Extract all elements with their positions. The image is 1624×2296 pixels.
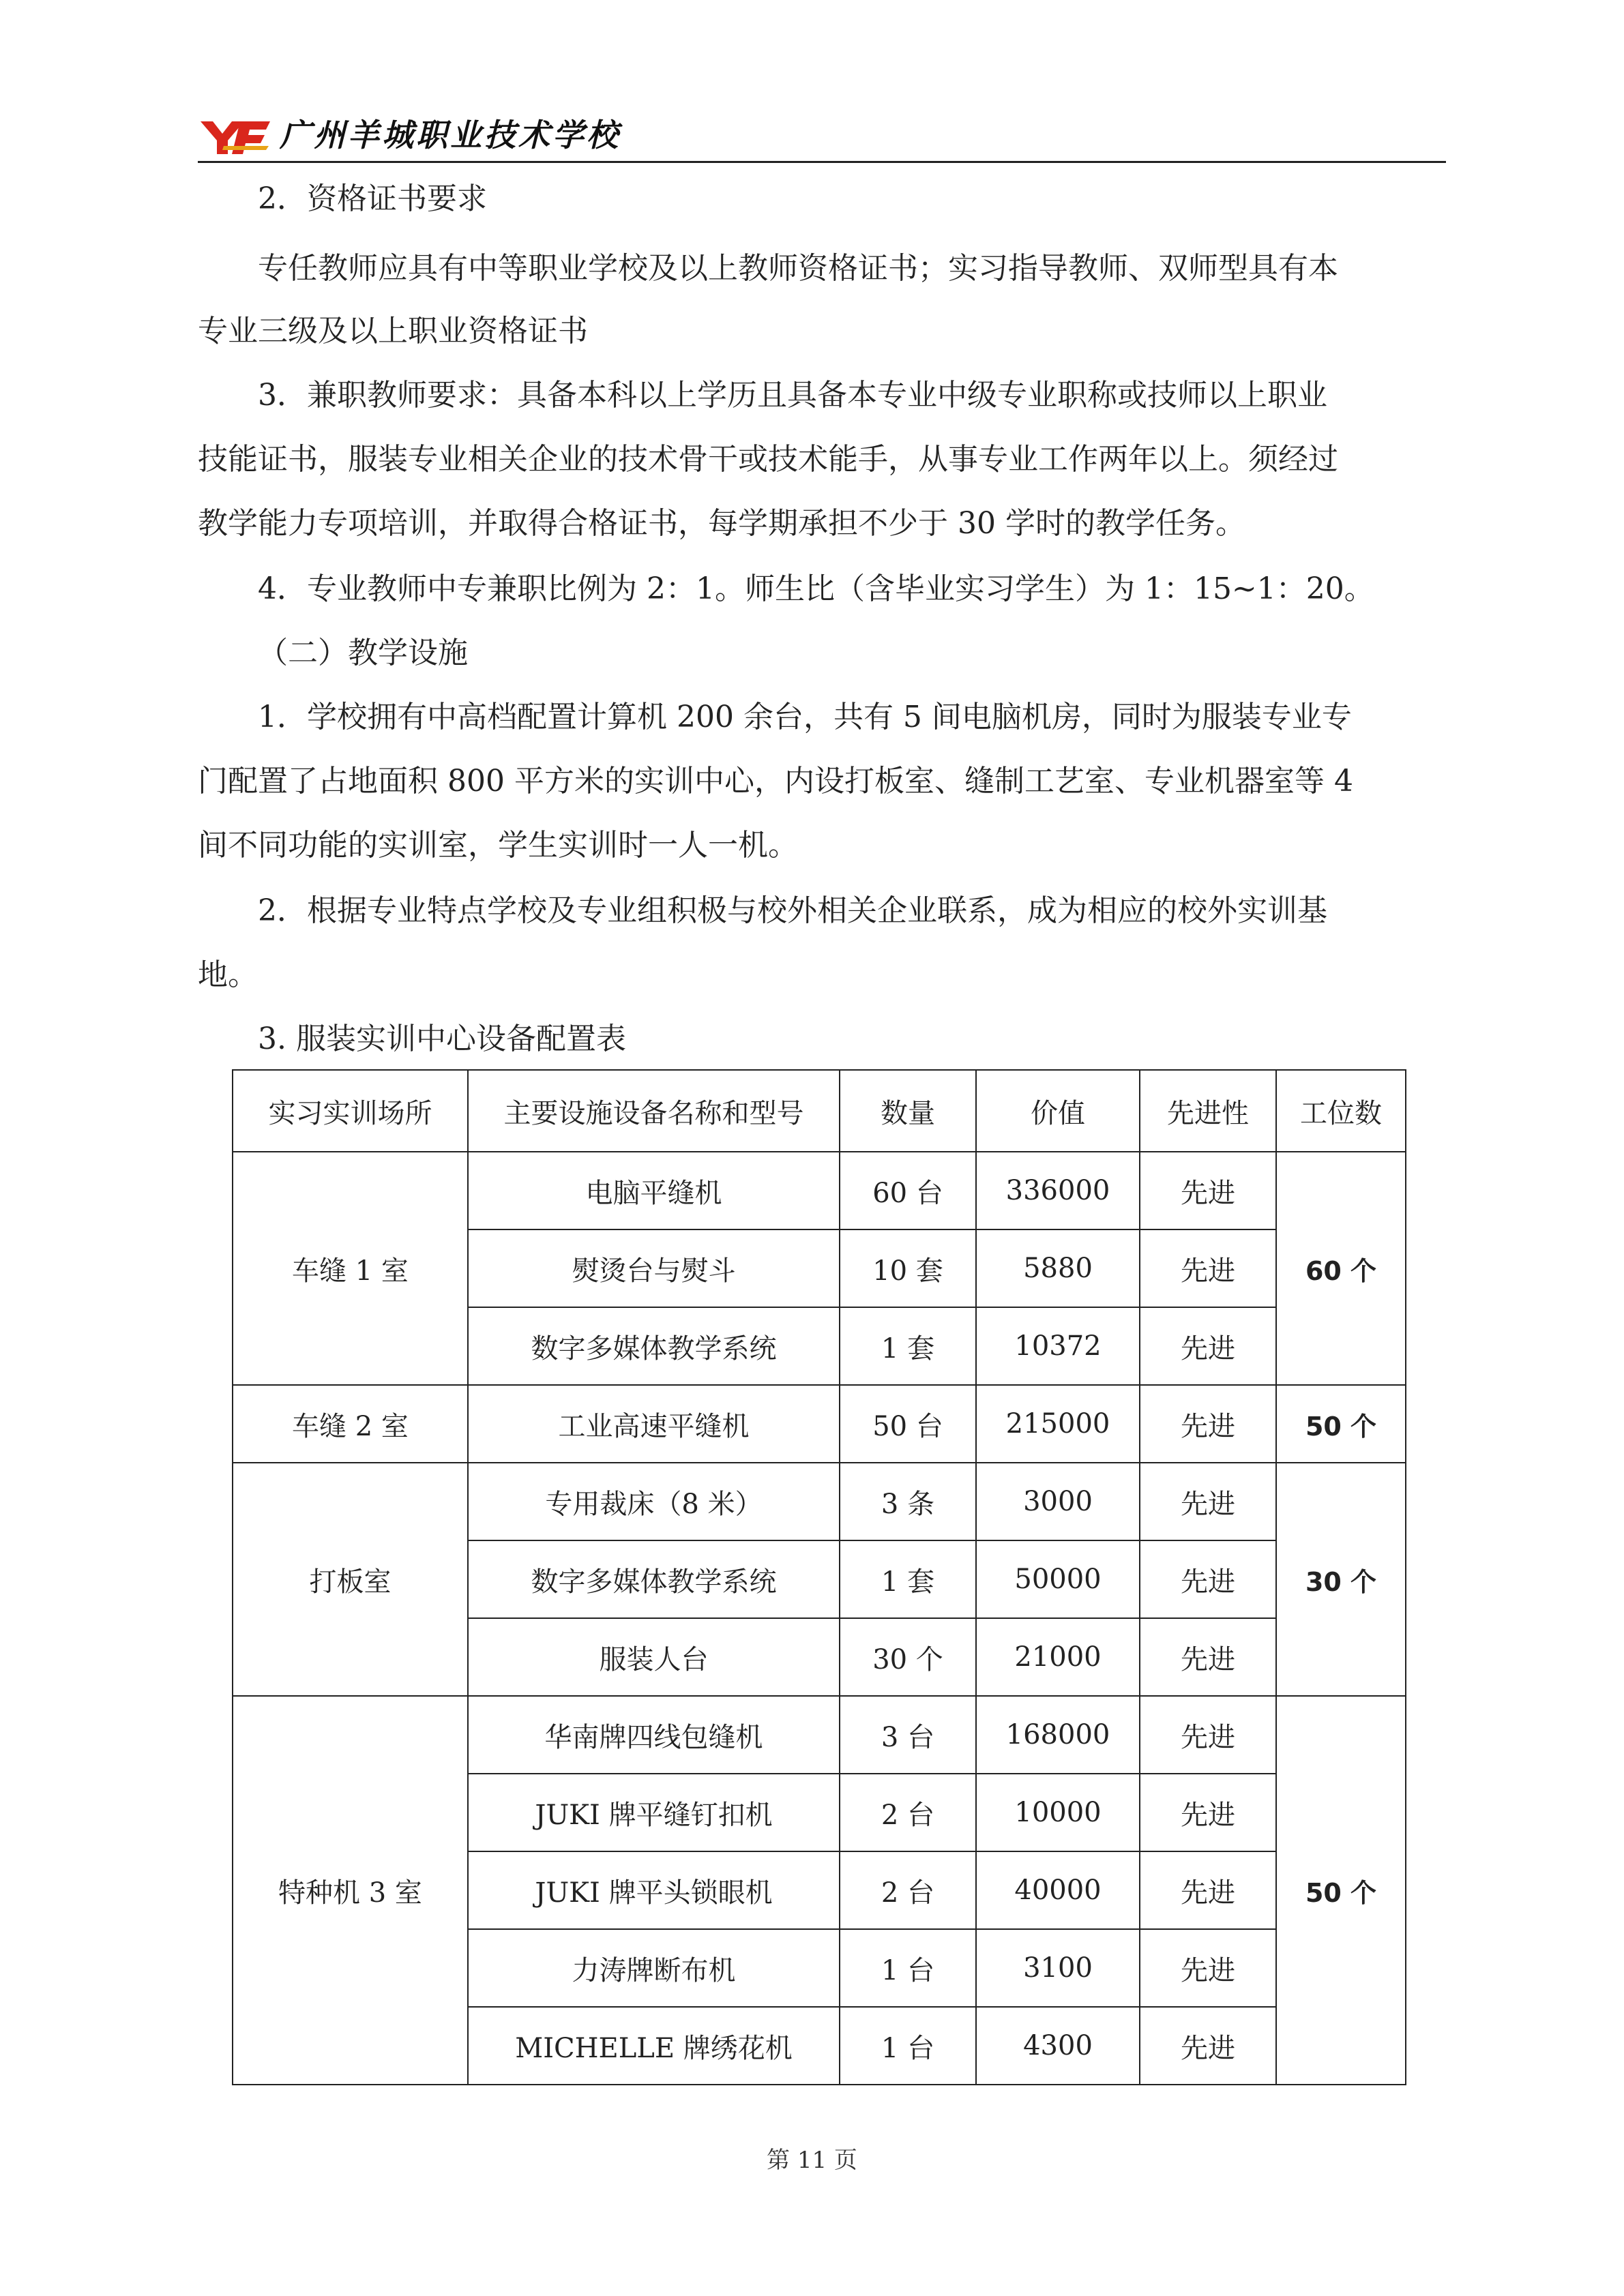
place-cell: 打板室 bbox=[233, 1463, 468, 1696]
column-header: 实习实训场所 bbox=[233, 1070, 468, 1152]
school-logo-icon bbox=[198, 116, 273, 157]
value-cell: 50000 bbox=[976, 1540, 1140, 1618]
quantity-cell: 2 台 bbox=[840, 1851, 976, 1929]
advanced-cell: 先进 bbox=[1140, 1463, 1276, 1540]
advanced-cell: 先进 bbox=[1140, 1618, 1276, 1696]
table-row bbox=[233, 1385, 1406, 1463]
paragraph-line: 专业三级及以上职业资格证书 bbox=[198, 314, 588, 348]
paragraph-line: 3．兼职教师要求：具备本科以上学历且具备本专业中级专业职称或技师以上职业 bbox=[258, 378, 1327, 413]
section-heading-certificates: 2．资格证书要求 bbox=[258, 181, 487, 216]
equipment-name-cell: JUKI 牌平缝钉扣机 bbox=[468, 1774, 840, 1851]
table-row bbox=[233, 1696, 1406, 1774]
value-cell: 21000 bbox=[976, 1618, 1140, 1696]
paragraph-line: 2．根据专业特点学校及专业组积极与校外相关企业联系，成为相应的校外实训基 bbox=[258, 893, 1327, 928]
table-header-row bbox=[233, 1070, 1406, 1152]
advanced-cell: 先进 bbox=[1140, 1929, 1276, 2007]
equipment-name-cell: 数字多媒体教学系统 bbox=[468, 1540, 840, 1618]
paragraph-line: 间不同功能的实训室，学生实训时一人一机。 bbox=[198, 828, 798, 863]
advanced-cell: 先进 bbox=[1140, 1540, 1276, 1618]
column-header: 主要设施设备名称和型号 bbox=[468, 1070, 840, 1152]
quantity-cell: 30 个 bbox=[840, 1618, 976, 1696]
equipment-name-cell: JUKI 牌平头锁眼机 bbox=[468, 1851, 840, 1929]
paragraph-line: 专任教师应具有中等职业学校及以上教师资格证书；实习指导教师、双师型具有本 bbox=[258, 251, 1338, 286]
quantity-cell: 1 台 bbox=[840, 2007, 976, 2085]
quantity-cell: 1 套 bbox=[840, 1307, 976, 1385]
quantity-cell: 1 台 bbox=[840, 1929, 976, 2007]
header-divider bbox=[198, 161, 1446, 163]
equipment-name-cell: 华南牌四线包缝机 bbox=[468, 1696, 840, 1774]
quantity-cell: 10 套 bbox=[840, 1229, 976, 1307]
school-name: 广州羊城职业技术学校 bbox=[280, 117, 621, 153]
table-row bbox=[233, 1152, 1406, 1229]
equipment-name-cell: 专用裁床（8 米） bbox=[468, 1463, 840, 1540]
table-caption: 3. 服装实训中心设备配置表 bbox=[258, 1022, 626, 1056]
table-row bbox=[233, 1463, 1406, 1540]
value-cell: 336000 bbox=[976, 1152, 1140, 1229]
stations-cell: 60 个 bbox=[1276, 1152, 1406, 1385]
section-heading-facilities: （二）教学设施 bbox=[258, 636, 468, 670]
paragraph-line: 技能证书，服装专业相关企业的技术骨干或技术能手，从事专业工作两年以上。须经过 bbox=[198, 442, 1338, 477]
advanced-cell: 先进 bbox=[1140, 2007, 1276, 2085]
stations-cell: 30 个 bbox=[1276, 1463, 1406, 1696]
advanced-cell: 先进 bbox=[1140, 1385, 1276, 1463]
advanced-cell: 先进 bbox=[1140, 1696, 1276, 1774]
value-cell: 40000 bbox=[976, 1851, 1140, 1929]
equipment-name-cell: 工业高速平缝机 bbox=[468, 1385, 840, 1463]
equipment-name-cell: 电脑平缝机 bbox=[468, 1152, 840, 1229]
quantity-cell: 3 条 bbox=[840, 1463, 976, 1540]
value-cell: 168000 bbox=[976, 1696, 1140, 1774]
place-cell: 特种机 3 室 bbox=[233, 1696, 468, 2085]
value-cell: 4300 bbox=[976, 2007, 1140, 2085]
equipment-name-cell: 数字多媒体教学系统 bbox=[468, 1307, 840, 1385]
advanced-cell: 先进 bbox=[1140, 1307, 1276, 1385]
paragraph-line: 地。 bbox=[198, 957, 258, 992]
page-number: 第 11 页 bbox=[767, 2147, 857, 2174]
advanced-cell: 先进 bbox=[1140, 1229, 1276, 1307]
value-cell: 3100 bbox=[976, 1929, 1140, 2007]
page-header bbox=[198, 108, 1446, 162]
advanced-cell: 先进 bbox=[1140, 1152, 1276, 1229]
paragraph-line: 门配置了占地面积 800 平方米的实训中心，内设打板室、缝制工艺室、专业机器室等 4 bbox=[198, 764, 1353, 799]
quantity-cell: 3 台 bbox=[840, 1696, 976, 1774]
advanced-cell: 先进 bbox=[1140, 1774, 1276, 1851]
quantity-cell: 1 套 bbox=[840, 1540, 976, 1618]
column-header: 工位数 bbox=[1276, 1070, 1406, 1152]
value-cell: 215000 bbox=[976, 1385, 1140, 1463]
paragraph-line: 4．专业教师中专兼职比例为 2：1。师生比（含毕业实习学生）为 1：15~1：20。 bbox=[258, 571, 1374, 606]
place-cell: 车缝 2 室 bbox=[233, 1385, 468, 1463]
value-cell: 10000 bbox=[976, 1774, 1140, 1851]
column-header: 价值 bbox=[976, 1070, 1140, 1152]
quantity-cell: 60 台 bbox=[840, 1152, 976, 1229]
equipment-name-cell: 服装人台 bbox=[468, 1618, 840, 1696]
paragraph-line: 1．学校拥有中高档配置计算机 200 余台，共有 5 间电脑机房，同时为服装专业专 bbox=[258, 700, 1352, 734]
value-cell: 10372 bbox=[976, 1307, 1140, 1385]
stations-cell: 50 个 bbox=[1276, 1385, 1406, 1463]
column-header: 数量 bbox=[840, 1070, 976, 1152]
advanced-cell: 先进 bbox=[1140, 1851, 1276, 1929]
equipment-name-cell: MICHELLE 牌绣花机 bbox=[468, 2007, 840, 2085]
equipment-name-cell: 力涛牌断布机 bbox=[468, 1929, 840, 2007]
value-cell: 3000 bbox=[976, 1463, 1140, 1540]
column-header: 先进性 bbox=[1140, 1070, 1276, 1152]
paragraph-line: 教学能力专项培训，并取得合格证书，每学期承担不少于 30 学时的教学任务。 bbox=[198, 506, 1245, 541]
equipment-table bbox=[232, 1069, 1406, 2085]
place-cell: 车缝 1 室 bbox=[233, 1152, 468, 1385]
quantity-cell: 50 台 bbox=[840, 1385, 976, 1463]
equipment-name-cell: 熨烫台与熨斗 bbox=[468, 1229, 840, 1307]
stations-cell: 50 个 bbox=[1276, 1696, 1406, 2085]
quantity-cell: 2 台 bbox=[840, 1774, 976, 1851]
value-cell: 5880 bbox=[976, 1229, 1140, 1307]
